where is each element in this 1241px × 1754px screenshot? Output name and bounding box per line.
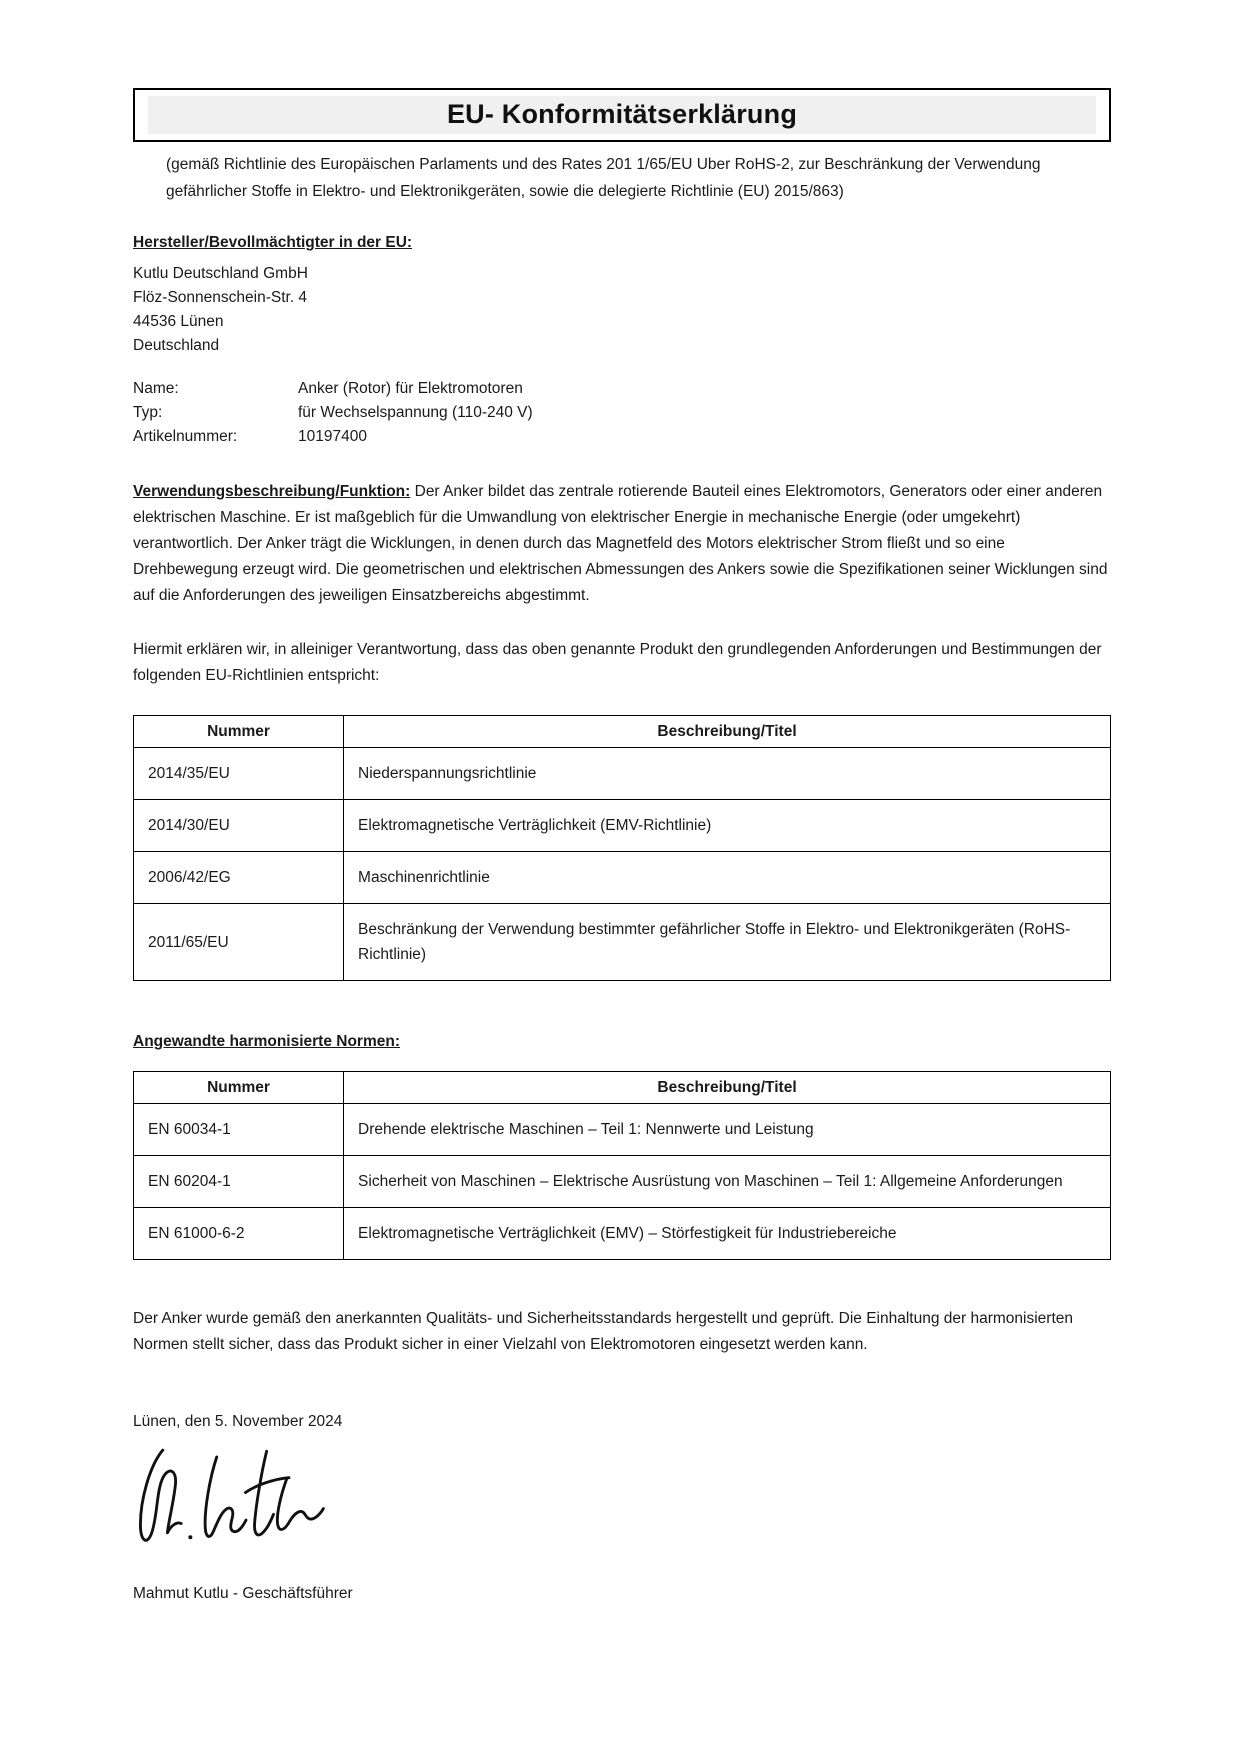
directive-title: Beschränkung der Verwendung bestimmter gefährlicher Stoffe in Elektro- und Elektronikgeräten (RoHS-Richtlinie): [344, 904, 1111, 981]
title-band: [148, 96, 1096, 134]
standard-title: Elektromagnetische Verträglichkeit (EMV) – Störfestigkeit für Industriebereiche: [344, 1208, 1111, 1260]
directive-number: 2011/65/EU: [134, 904, 344, 981]
manufacturer-line: Deutschland: [133, 337, 220, 354]
product-row: [133, 401, 1111, 425]
table-row: [134, 852, 1111, 904]
page-title: EU- Konformitätserklärung: [446, 99, 798, 129]
table-row: [134, 800, 1111, 852]
manufacturer-heading: Hersteller/Bevollmächtigter in der EU:: [133, 234, 413, 251]
table-row: [134, 1104, 1111, 1156]
manufacturer-line: Kutlu Deutschland GmbH: [133, 265, 308, 282]
table-row: [134, 1208, 1111, 1260]
standards-heading: Angewandte harmonisierte Normen:: [133, 1033, 400, 1050]
directive-title: Niederspannungsrichtlinie: [344, 748, 1111, 800]
header-cell-nummer: Nummer: [134, 716, 344, 748]
usage-paragraph: [133, 479, 1111, 609]
document-content: [133, 88, 1111, 1606]
product-label: Typ:: [133, 404, 163, 421]
manufacturer-line: Flöz-Sonnenschein-Str. 4: [133, 289, 308, 306]
product-row: [133, 377, 1111, 401]
closing-paragraph: Der Anker wurde gemäß den anerkannten Qualitäts- und Sicherheitsstandards hergestellt und geprüft. Die Einhaltung der harmonisierten Normen stellt sicher, dass das Produkt sicher in einer Vielzahl von Elektromotoren eingesetzt werden kann.: [133, 1310, 1074, 1353]
standard-title: Drehende elektrische Maschinen – Teil 1: Nennwerte und Leistung: [344, 1104, 1111, 1156]
standard-number: EN 60204-1: [134, 1156, 344, 1208]
table-row: [134, 904, 1111, 981]
standards-table: [133, 1071, 1111, 1260]
header-cell-beschreibung: Beschreibung/Titel: [344, 1072, 1111, 1104]
product-value: Anker (Rotor) für Elektromotoren: [298, 380, 523, 397]
signature-scribble-icon: [133, 1442, 328, 1554]
standard-number: EN 60034-1: [134, 1104, 344, 1156]
header-cell-nummer: Nummer: [134, 1072, 344, 1104]
table-header-row: [134, 1072, 1111, 1104]
standard-number: EN 61000-6-2: [134, 1208, 344, 1260]
manufacturer-line: 44536 Lünen: [133, 313, 224, 330]
usage-text: Der Anker bildet das zentrale rotierende Bauteil eines Elektromotors, Generators oder einer anderen elektrischen Maschine. Er ist maßgeblich für die Umwandlung von elektrischer Energie in mechanische Energie (oder umgekehrt) verantwortlich. Der Anker trägt die Wicklungen, in denen durch das Magnetfeld des Motors elektrischer Strom fließt und so eine Drehbewegung erzeugt wird. Die geometrischen und elektrischen Abmessungen des Ankers sowie die Spezifikationen seiner Wicklungen sind auf die Anforderungen des jeweiligen Einsatzbereichs abgestimmt.: [133, 483, 1108, 604]
directives-table: [133, 715, 1111, 981]
product-value: für Wechselspannung (110-240 V): [298, 404, 533, 421]
title-box: [133, 88, 1111, 142]
product-label: Artikelnummer:: [133, 428, 238, 445]
signature-image: [133, 1442, 1111, 1554]
product-value: 10197400: [298, 428, 367, 445]
table-row: [134, 1156, 1111, 1208]
product-row: [133, 425, 1111, 449]
table-row: [134, 748, 1111, 800]
header-cell-beschreibung: Beschreibung/Titel: [344, 716, 1111, 748]
signer-name: Mahmut Kutlu - Geschäftsführer: [133, 1585, 353, 1602]
place-date: Lünen, den 5. November 2024: [133, 1413, 343, 1430]
standard-title: Sicherheit von Maschinen – Elektrische Ausrüstung von Maschinen – Teil 1: Allgemeine Anforderungen: [344, 1156, 1111, 1208]
manufacturer-address: [133, 262, 1111, 358]
directive-number: 2006/42/EG: [134, 852, 344, 904]
product-info: [133, 377, 1111, 449]
directive-title: Elektromagnetische Verträglichkeit (EMV-Richtlinie): [344, 800, 1111, 852]
product-label: Name:: [133, 380, 179, 397]
table-header-row: [134, 716, 1111, 748]
directive-number: 2014/35/EU: [134, 748, 344, 800]
subtitle: (gemäß Richtlinie des Europäischen Parlaments und des Rates 201 1/65/EU Uber RoHS-2, zur Beschränkung der Verwendung gefährlicher Stoffe in Elektro- und Elektronikgeräten, sowie die delegierte Richtlinie (EU) 2015/863): [166, 156, 1041, 200]
directive-title: Maschinenrichtlinie: [344, 852, 1111, 904]
directive-number: 2014/30/EU: [134, 800, 344, 852]
declaration-paragraph: Hiermit erklären wir, in alleiniger Verantwortung, dass das oben genannte Produkt den grundlegenden Anforderungen und Bestimmungen der folgenden EU-Richtlinien entspricht:: [133, 641, 1102, 684]
usage-lead: Verwendungsbeschreibung/Funktion:: [133, 483, 411, 500]
